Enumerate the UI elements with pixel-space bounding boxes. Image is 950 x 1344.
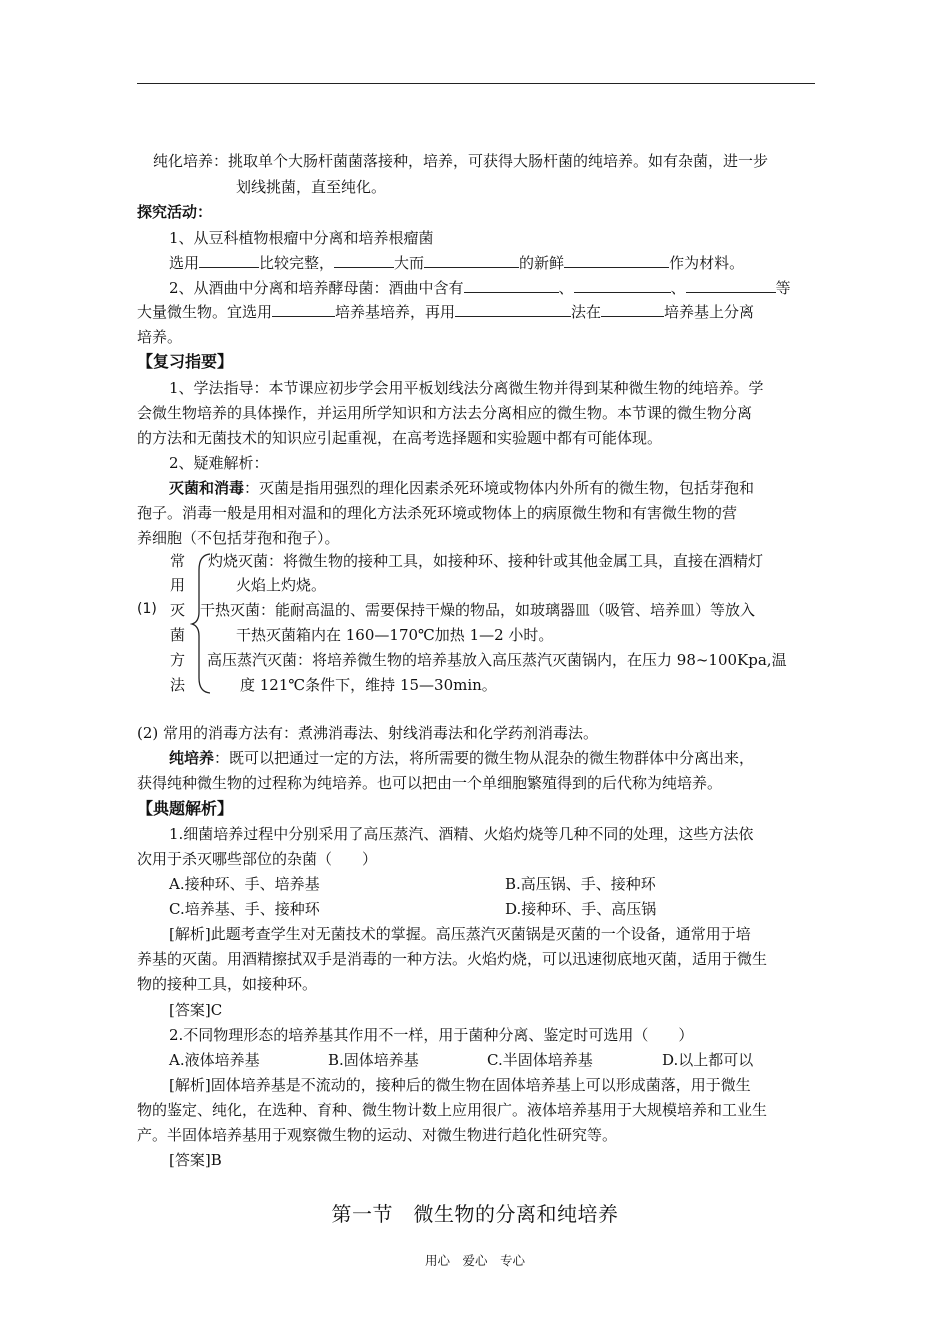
page-footer: 用心 爱心 专心 bbox=[424, 1253, 525, 1268]
blank-line[interactable] bbox=[574, 278, 671, 293]
methods-label-char: 常 bbox=[170, 552, 186, 570]
q1-option: A.接种环、手、培养基 bbox=[169, 875, 320, 893]
explore-item-2-line-2: 大量微生物。宜选用 培养基培养，再用 法在 培养基上分离 bbox=[137, 303, 755, 321]
method-flame-line-1: 灼烧灭菌：将微生物的接种工具，如接种环、接种针或其他金属工具，直接在酒精灯 bbox=[208, 552, 764, 570]
review-p1-line-3: 的方法和无菌技术的知识应引起重视，在高考选择题和实验题中都有可能体现。 bbox=[137, 429, 663, 447]
methods-label-char: 方 bbox=[170, 651, 186, 669]
review-heading: 【复习指要】 bbox=[137, 352, 234, 371]
blank-line[interactable] bbox=[464, 278, 559, 293]
review-p1-line-2: 会微生物培养的具体操作，并运用所学知识和方法去分离相应的微生物。本节课的微生物分离 bbox=[137, 404, 753, 422]
blank-line[interactable] bbox=[334, 253, 394, 268]
review-p1-line-1: 1、学法指导：本节课应初步学会用平板划线法分离微生物并得到某种微生物的纯培养。学 bbox=[169, 379, 764, 397]
explore-item-1-title: 1、从豆科植物根瘤中分离和培养根瘤菌 bbox=[169, 229, 434, 247]
blank-line[interactable] bbox=[564, 253, 669, 268]
section-title: 第一节 微生物的分离和纯培养 bbox=[331, 1202, 619, 1226]
q2-answer: [答案]B bbox=[169, 1151, 222, 1169]
sterilize-line-2: 孢子。消毒一般是用相对温和的理化方法杀死环境或物体上的病原微生物和有害微生物的营 bbox=[137, 504, 738, 522]
methods-label-char: 法 bbox=[170, 676, 186, 694]
q1-option: D.接种环、手、高压锅 bbox=[505, 900, 657, 918]
method-dryheat-line-1: 干热灭菌：能耐高温的、需要保持干燥的物品，如玻璃器皿（吸管、培养皿）等放入 bbox=[200, 601, 756, 619]
brace-icon bbox=[190, 552, 212, 694]
q2-line-1: 2.不同物理形态的培养基其作用不一样，用于菌种分离、鉴定时可选用（ ） bbox=[169, 1026, 694, 1044]
methods-label-char: 菌 bbox=[170, 626, 186, 644]
pure-culture-def-line-2: 获得纯种微生物的过程称为纯培养。也可以把由一个单细胞繁殖得到的后代称为纯培养。 bbox=[137, 774, 723, 792]
pure-culture-def-line-1: 纯培养：既可以把通过一定的方法，将所需要的微生物从混杂的微生物群体中分离出来， bbox=[169, 749, 755, 767]
q1-option: B.高压锅、手、接种环 bbox=[505, 875, 656, 893]
sterilize-line-1: 灭菌和消毒：灭菌是指用强烈的理化因素杀死环境或物体内外所有的微生物，包括芽孢和 bbox=[169, 479, 755, 497]
method-dryheat-line-2: 干热灭菌箱内在 160—170℃加热 1—2 小时。 bbox=[236, 626, 554, 644]
review-p2: 2、疑难解析： bbox=[169, 454, 269, 472]
q2-explanation-line-3: 产。半固体培养基用于观察微生物的运动、对微生物进行趋化性研究等。 bbox=[137, 1126, 618, 1144]
blank-line[interactable] bbox=[199, 253, 259, 268]
explore-heading: 探究活动： bbox=[137, 203, 213, 221]
q1-answer: [答案]C bbox=[169, 1001, 223, 1019]
q2-option: B.固体培养基 bbox=[328, 1051, 419, 1069]
pure-culture-line-2: 划线挑菌，直至纯化。 bbox=[236, 178, 387, 196]
blank-line[interactable] bbox=[272, 302, 335, 317]
explore-item-2-line-1: 2、从酒曲中分离和培养酵母菌：酒曲中含有 、 、 等 bbox=[169, 279, 791, 297]
disinfect-methods: (2) 常用的消毒方法有：煮沸消毒法、射线消毒法和化学药剂消毒法。 bbox=[137, 724, 599, 742]
sterilize-line-3: 养细胞（不包括芽孢和孢子）。 bbox=[137, 529, 340, 547]
method-autoclave-line-2: 度 121℃条件下，维持 15—30min。 bbox=[240, 676, 497, 694]
method-autoclave-line-1: 高压蒸汽灭菌：将培养微生物的培养基放入高压蒸汽灭菌锅内，在压力 98~100Kpa,温 bbox=[207, 651, 787, 669]
methods-number: (1) bbox=[137, 601, 157, 617]
q1-option: C.培养基、手、接种环 bbox=[169, 900, 320, 918]
q1-explanation-line-2: 养基的灭菌。用酒精擦拭双手是消毒的一种方法。火焰灼烧，可以迅速彻底地灭菌，适用于微生 bbox=[137, 950, 768, 968]
blank-line[interactable] bbox=[601, 302, 664, 317]
header-rule bbox=[137, 83, 815, 84]
q1-explanation-line-3: 物的接种工具，如接种环。 bbox=[137, 975, 318, 993]
explore-item-1-fill: 选用 比较完整， 大而 的新鲜 作为材料。 bbox=[169, 254, 745, 272]
methods-label-char: 灭 bbox=[170, 601, 186, 619]
q2-option: C.半固体培养基 bbox=[487, 1051, 593, 1069]
q2-explanation-line-2: 物的鉴定、纯化，在选种、育种、微生物计数上应用很广。液体培养基用于大规模培养和工业生 bbox=[137, 1101, 768, 1119]
blank-line[interactable] bbox=[424, 253, 519, 268]
q1-line-2: 次用于杀灭哪些部位的杂菌（ ） bbox=[137, 850, 378, 868]
q2-option: A.液体培养基 bbox=[169, 1051, 260, 1069]
method-flame-line-2: 火焰上灼烧。 bbox=[236, 576, 327, 594]
examples-heading: 【典题解析】 bbox=[137, 799, 234, 818]
q1-line-1: 1.细菌培养过程中分别采用了高压蒸汽、酒精、火焰灼烧等几种不同的处理，这些方法依 bbox=[169, 825, 754, 843]
q2-explanation-line-1: [解析]固体培养基是不流动的，接种后的微生物在固体培养基上可以形成菌落，用于微生 bbox=[169, 1076, 751, 1094]
blank-line[interactable] bbox=[686, 278, 776, 293]
pure-culture-line-1: 纯化培养：挑取单个大肠杆菌菌落接种，培养，可获得大肠杆菌的纯培养。如有杂菌，进一步 bbox=[153, 152, 769, 170]
q1-explanation-line-1: [解析]此题考查学生对无菌技术的掌握。高压蒸汽灭菌锅是灭菌的一个设备，通常用于培 bbox=[169, 925, 751, 943]
blank-line[interactable] bbox=[455, 302, 571, 317]
methods-label-char: 用 bbox=[170, 576, 186, 594]
explore-item-2-line-3: 培养。 bbox=[137, 328, 183, 346]
q2-option: D.以上都可以 bbox=[662, 1051, 754, 1069]
